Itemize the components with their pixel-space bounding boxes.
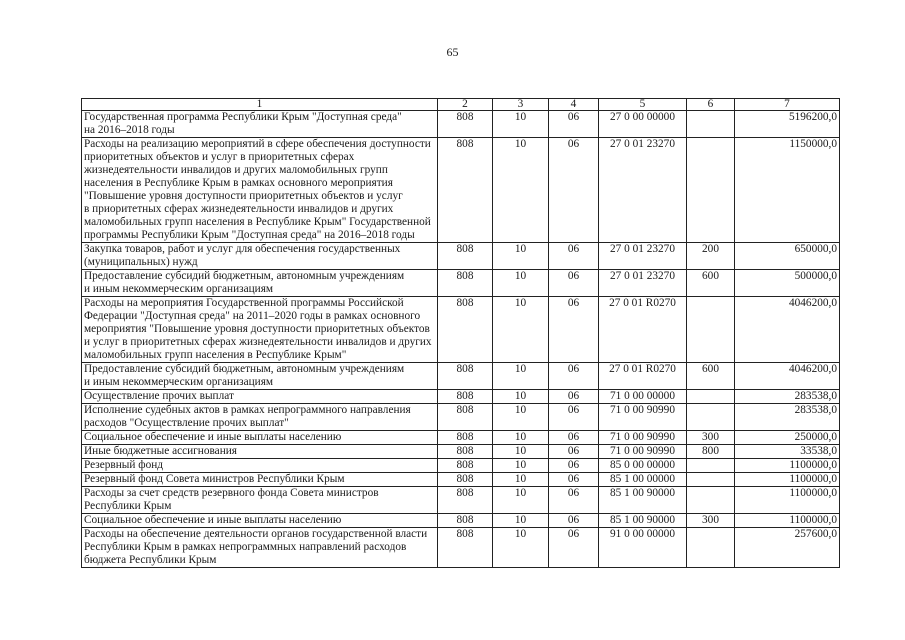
row-name-line: Резервный фонд Совета министров Республики Крым	[84, 473, 345, 485]
column-header-target: 5	[599, 99, 687, 111]
row-name-cell	[82, 111, 438, 138]
target-code-cell: 27 0 01 23270	[599, 243, 687, 270]
column-header-subsection: 4	[549, 99, 599, 111]
row-name-line: в приоритетных сферах жизнедеятельности инвалидов и других	[84, 203, 394, 215]
amount-cell: 1100000,0	[735, 487, 840, 514]
target-code-cell: 71 0 00 90990	[599, 404, 687, 431]
row-name-cell	[82, 459, 438, 473]
row-name-cell	[82, 445, 438, 459]
row-name-line: и услуг в приоритетных сферах жизнедеятельности инвалидов и других	[84, 336, 432, 348]
expense-type-cell: 800	[687, 445, 735, 459]
row-name-line: маломобильных групп населения в Республике Крым"	[84, 349, 347, 361]
amount-cell: 1100000,0	[735, 459, 840, 473]
amount-cell: 33538,0	[735, 445, 840, 459]
amount-cell: 257600,0	[735, 528, 840, 568]
subsection-code-cell: 06	[549, 445, 599, 459]
column-header-name: 1	[82, 99, 438, 111]
row-name-cell	[82, 363, 438, 390]
section-code-cell: 10	[493, 473, 549, 487]
expense-type-cell	[687, 138, 735, 243]
table-row	[82, 528, 840, 568]
row-name-cell	[82, 404, 438, 431]
row-name-line: жизнедеятельности инвалидов и других маломобильных групп	[84, 164, 388, 176]
row-name-line: бюджета Республики Крым	[84, 554, 217, 566]
row-name-line: Расходы на реализацию мероприятий в сфере обеспечения доступности	[84, 138, 431, 150]
expense-type-cell: 600	[687, 270, 735, 297]
column-header-amount: 7	[735, 99, 840, 111]
table-row	[82, 138, 840, 243]
section-code-cell: 10	[493, 270, 549, 297]
target-code-cell: 27 0 01 23270	[599, 138, 687, 243]
ministry-code-cell: 808	[438, 297, 493, 363]
expense-type-cell	[687, 528, 735, 568]
table-row	[82, 445, 840, 459]
section-code-cell: 10	[493, 445, 549, 459]
page-number: 65	[446, 45, 459, 59]
row-name-line: Республики Крым	[84, 500, 172, 512]
row-name-cell	[82, 487, 438, 514]
row-name-line: приоритетных объектов и услуг в приоритетных сферах	[84, 151, 355, 163]
table-row	[82, 297, 840, 363]
expense-type-cell: 600	[687, 363, 735, 390]
section-code-cell: 10	[493, 528, 549, 568]
row-name-line: населения в Республике Крым в рамках основного мероприятия	[84, 177, 393, 189]
target-code-cell: 85 1 00 90000	[599, 487, 687, 514]
row-name-line: Республики Крым в рамках непрограммных направлений расходов	[84, 541, 407, 553]
expense-type-cell	[687, 487, 735, 514]
row-name-cell	[82, 390, 438, 404]
subsection-code-cell: 06	[549, 390, 599, 404]
row-name-line: Социальное обеспечение и иные выплаты населению	[84, 514, 342, 526]
table-row	[82, 487, 840, 514]
amount-cell: 1100000,0	[735, 473, 840, 487]
subsection-code-cell: 06	[549, 111, 599, 138]
amount-cell: 1150000,0	[735, 138, 840, 243]
subsection-code-cell: 06	[549, 363, 599, 390]
table-body	[82, 111, 840, 568]
subsection-code-cell: 06	[549, 270, 599, 297]
subsection-code-cell: 06	[549, 431, 599, 445]
row-name-line: Расходы за счет средств резервного фонда Совета министров	[84, 487, 379, 499]
row-name-line: Закупка товаров, работ и услуг для обеспечения государственных	[84, 243, 401, 255]
row-name-cell	[82, 473, 438, 487]
column-header-section: 3	[493, 99, 549, 111]
section-code-cell: 10	[493, 243, 549, 270]
subsection-code-cell: 06	[549, 487, 599, 514]
budget-table	[81, 98, 840, 568]
expense-type-cell: 300	[687, 514, 735, 528]
row-name-line: и иным некоммерческим организациям	[84, 283, 274, 295]
expense-type-cell	[687, 390, 735, 404]
target-code-cell: 27 0 01 R0270	[599, 297, 687, 363]
target-code-cell: 27 0 00 00000	[599, 111, 687, 138]
amount-cell: 5196200,0	[735, 111, 840, 138]
table-row	[82, 404, 840, 431]
amount-cell: 500000,0	[735, 270, 840, 297]
section-code-cell: 10	[493, 404, 549, 431]
row-name-cell	[82, 243, 438, 270]
expense-type-cell	[687, 459, 735, 473]
section-code-cell: 10	[493, 514, 549, 528]
section-code-cell: 10	[493, 363, 549, 390]
row-name-cell	[82, 528, 438, 568]
table-row	[82, 243, 840, 270]
target-code-cell: 27 0 01 R0270	[599, 363, 687, 390]
expense-type-cell: 200	[687, 243, 735, 270]
ministry-code-cell: 808	[438, 138, 493, 243]
subsection-code-cell: 06	[549, 243, 599, 270]
row-name-line: и иным некоммерческим организациям	[84, 376, 274, 388]
row-name-line: мероприятия "Повышение уровня доступности приоритетных объектов	[84, 323, 430, 335]
target-code-cell: 71 0 00 00000	[599, 390, 687, 404]
table-row	[82, 390, 840, 404]
section-code-cell: 10	[493, 390, 549, 404]
section-code-cell: 10	[493, 138, 549, 243]
table-row	[82, 270, 840, 297]
row-name-line: Иные бюджетные ассигнования	[84, 445, 237, 457]
ministry-code-cell: 808	[438, 243, 493, 270]
ministry-code-cell: 808	[438, 459, 493, 473]
amount-cell: 4046200,0	[735, 363, 840, 390]
ministry-code-cell: 808	[438, 473, 493, 487]
amount-cell: 283538,0	[735, 404, 840, 431]
header-row	[82, 99, 840, 111]
ministry-code-cell: 808	[438, 487, 493, 514]
row-name-line: программы Республики Крым "Доступная среда" на 2016–2018 годы	[84, 229, 415, 241]
expense-type-cell	[687, 404, 735, 431]
row-name-line: Резервный фонд	[84, 459, 164, 471]
ministry-code-cell: 808	[438, 111, 493, 138]
subsection-code-cell: 06	[549, 528, 599, 568]
table-row	[82, 459, 840, 473]
section-code-cell: 10	[493, 431, 549, 445]
target-code-cell: 27 0 01 23270	[599, 270, 687, 297]
target-code-cell: 91 0 00 00000	[599, 528, 687, 568]
row-name-line: "Повышение уровня доступности приоритетных объектов и услуг	[84, 190, 403, 202]
subsection-code-cell: 06	[549, 514, 599, 528]
row-name-line: Федерации "Доступная среда" на 2011–2020 годы в рамках основного	[84, 310, 421, 322]
row-name-line: Предоставление субсидий бюджетным, автономным учреждениям	[84, 363, 405, 375]
subsection-code-cell: 06	[549, 473, 599, 487]
row-name-cell	[82, 297, 438, 363]
row-name-cell	[82, 270, 438, 297]
table-row	[82, 431, 840, 445]
section-code-cell: 10	[493, 111, 549, 138]
ministry-code-cell: 808	[438, 528, 493, 568]
row-name-line: Расходы на мероприятия Государственной программы Российской	[84, 297, 404, 309]
expense-type-cell: 300	[687, 431, 735, 445]
ministry-code-cell: 808	[438, 445, 493, 459]
amount-cell: 283538,0	[735, 390, 840, 404]
section-code-cell: 10	[493, 297, 549, 363]
target-code-cell: 85 1 00 00000	[599, 473, 687, 487]
row-name-line: (муниципальных) нужд	[84, 256, 198, 268]
row-name-line: Предоставление субсидий бюджетным, автономным учреждениям	[84, 270, 405, 282]
expense-type-cell	[687, 297, 735, 363]
target-code-cell: 71 0 00 90990	[599, 445, 687, 459]
row-name-line: маломобильных групп населения в Республике Крым" Государственной	[84, 216, 431, 228]
ministry-code-cell: 808	[438, 404, 493, 431]
ministry-code-cell: 808	[438, 390, 493, 404]
subsection-code-cell: 06	[549, 459, 599, 473]
subsection-code-cell: 06	[549, 404, 599, 431]
amount-cell: 1100000,0	[735, 514, 840, 528]
section-code-cell: 10	[493, 459, 549, 473]
row-name-line: расходов "Осуществление прочих выплат"	[84, 417, 289, 429]
row-name-cell	[82, 431, 438, 445]
table-row	[82, 473, 840, 487]
row-name-cell	[82, 138, 438, 243]
row-name-line: Государственная программа Республики Крым "Доступная среда"	[84, 111, 402, 123]
expense-type-cell	[687, 473, 735, 487]
table-row	[82, 111, 840, 138]
row-name-line: Исполнение судебных актов в рамках непрограммного направления	[84, 404, 411, 416]
row-name-cell	[82, 514, 438, 528]
subsection-code-cell: 06	[549, 297, 599, 363]
row-name-line: Расходы на обеспечение деятельности органов государственной власти	[84, 528, 428, 540]
column-header-ministry: 2	[438, 99, 493, 111]
ministry-code-cell: 808	[438, 514, 493, 528]
row-name-line: Осуществление прочих выплат	[84, 390, 234, 402]
ministry-code-cell: 808	[438, 431, 493, 445]
target-code-cell: 71 0 00 90990	[599, 431, 687, 445]
ministry-code-cell: 808	[438, 363, 493, 390]
amount-cell: 4046200,0	[735, 297, 840, 363]
row-name-line: на 2016–2018 годы	[84, 124, 175, 136]
subsection-code-cell: 06	[549, 138, 599, 243]
target-code-cell: 85 0 00 00000	[599, 459, 687, 473]
amount-cell: 650000,0	[735, 243, 840, 270]
target-code-cell: 85 1 00 90000	[599, 514, 687, 528]
ministry-code-cell: 808	[438, 270, 493, 297]
expense-type-cell	[687, 111, 735, 138]
section-code-cell: 10	[493, 487, 549, 514]
column-header-expense-type: 6	[687, 99, 735, 111]
table-row	[82, 514, 840, 528]
row-name-line: Социальное обеспечение и иные выплаты населению	[84, 431, 342, 443]
amount-cell: 250000,0	[735, 431, 840, 445]
table-row	[82, 363, 840, 390]
